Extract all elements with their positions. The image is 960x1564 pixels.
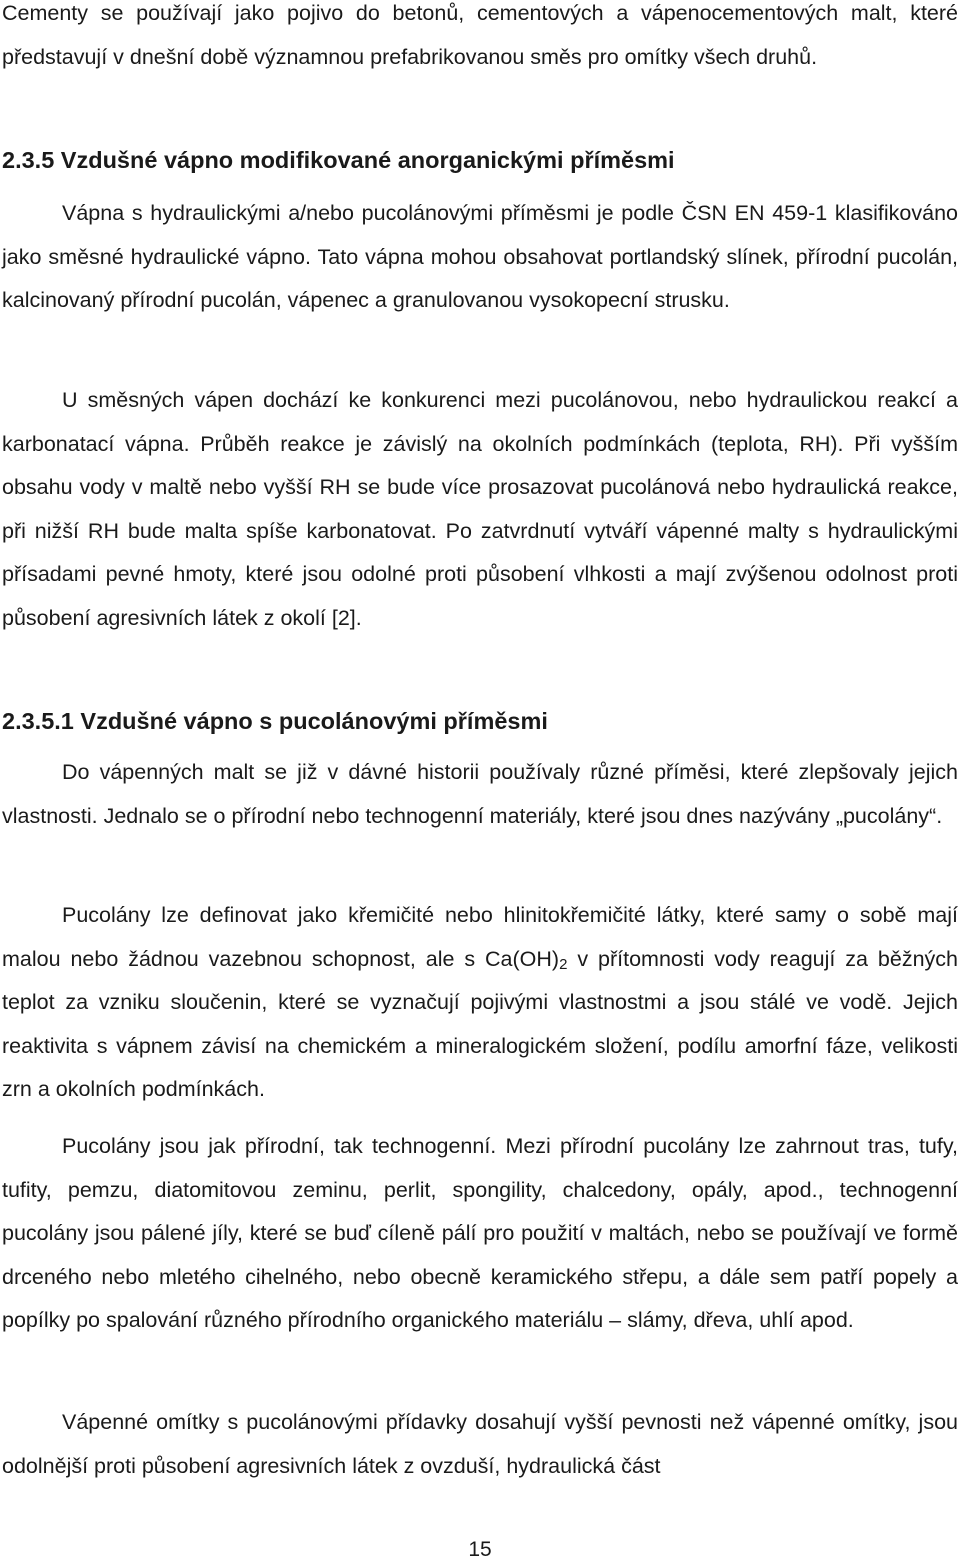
page-number: 15 [468, 1538, 492, 1561]
paragraph-pozzolan-types: Pucolány jsou jak přírodní, tak technogenní. Mezi přírodní pucolány lze zahrnout tras, tufy, tufity, pemzu, diatomitovou zeminu, perlit, spongility, chalcedony, opály, apod., technogenní pucolány jsou pálené jíly, které se buď cíleně pálí pro použití v maltách, nebo se používají ve formě drceného nebo mletého cihelného, nebo obecně keramického střepu, a dále sem patří popely a popílky po spalování různého přírodního organického materiálu – slámy, dřeva, uhlí apod. [2, 1134, 958, 1332]
paragraph-pozzolan-definition-part-b: v přítomnosti vody reagují za běžných teplot za vzniku sloučenin, které se vyznačují pojivými vlastnostmi a jsou stálé ve vodě. Jejich reaktivita s vápnem závisí na chemickém a mineralogickém složení, podílu amorfní fáze, velikosti zrn a okolních podmínkách. [2, 946, 958, 1101]
paragraph-pozzolan-definition [2, 894, 958, 1112]
paragraph-cement-intro: Cementy se používají jako pojivo do betonů, cementových a vápenocementových malt, které představují v dnešní době významnou prefabrikovanou směs pro omítky všech druhů. [2, 1, 958, 69]
paragraph-pozzolan-definition-part-a: Pucolány lze definovat jako křemičité nebo hlinitokřemičité látky, které samy o sobě mají malou nebo žádnou vazebnou schopnost, ale s Ca(OH) [2, 903, 958, 971]
paragraph-mixed-lime-reactions: U směsných vápen dochází ke konkurenci mezi pucolánovou, nebo hydraulickou reakcí a karbonatací vápna. Průběh reakce je závislý na okolních podmínkách (teplota, RH). Při vyšším obsahu vody v maltě nebo vyšší RH se bude více prosazovat pucolánová nebo hydraulická reakce, při nižší RH bude malta spíše karbonatovat. Po zatvrdnutí vytváří vápenné malty s hydraulickými přísadami pevné hmoty, které jsou odolné proti působení vlhkosti a mají zvýšenou odolnost proti působení agresivních látek z okolí [2]. [2, 388, 958, 630]
paragraph-lime-plaster-strength: Vápenné omítky s pucolánovými přídavky dosahují vyšší pevnosti než vápenné omítky, jsou odolnější proti působení agresivních látek z ovzduší, hydraulická část [2, 1410, 958, 1478]
subscript-two: 2 [559, 955, 568, 973]
section-heading-2-3-5-1: 2.3.5.1 Vzdušné vápno s pucolánovými příměsmi [2, 708, 548, 734]
section-heading-2-3-5: 2.3.5 Vzdušné vápno modifikované anorganickými příměsmi [2, 147, 675, 173]
paragraph-pozzolan-history-text: Do vápenných malt se již v dávné historii používaly různé příměsi, které zlepšovaly jejich vlastnosti. Jednalo se o přírodní nebo technogenní materiály, které jsou dnes nazývány „pucolány“. [2, 760, 958, 828]
paragraph-hydraulic-lime-definition: Vápna s hydraulickými a/nebo pucolánovými příměsmi je podle ČSN EN 459-1 klasifikováno jako směsné hydraulické vápno. Tato vápna mohou obsahovat portlandský slínek, přírodní pucolán, kalcinovaný přírodní pucolán, vápenec a granulovanou vysokopecní strusku. [2, 201, 958, 312]
paragraph-pozzolan-history [2, 751, 958, 838]
